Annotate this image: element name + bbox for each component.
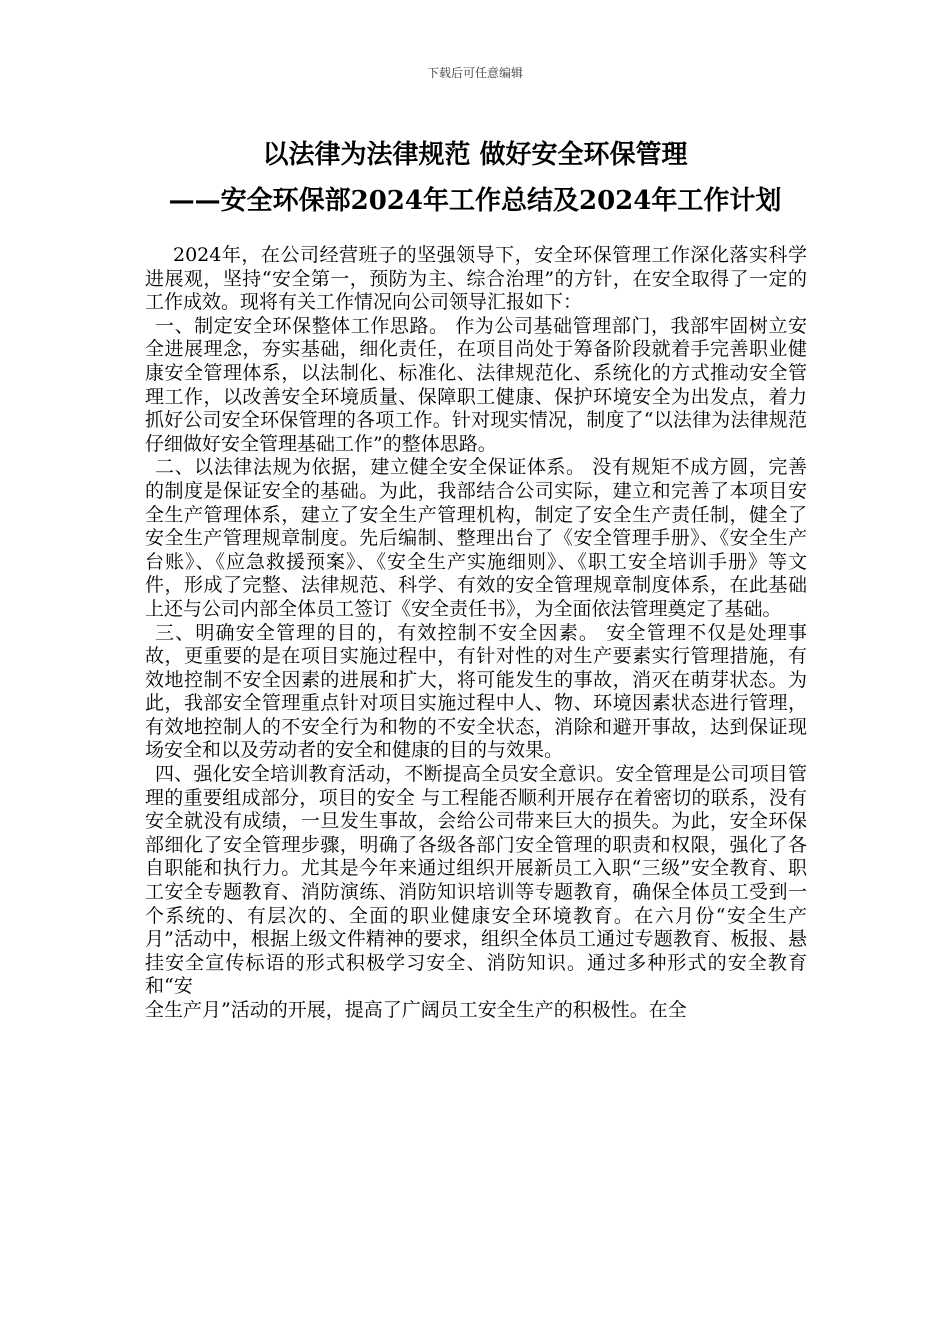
paragraph-section-3: 三、明确安全管理的目的，有效控制不安全因素。 安全管理不仅是处理事故，更重要的是在项目实施过程中，有针对性的对生产要素实行管理措施，有效地控制不安全因素的进展和扩大，将可能发生的事故，消灭在萌芽状态。为此，我部安全管理重点针对项目实施过程中人、物、环境因素状态进行管理，有效地控制人的不安全行为和物的不安全状态，消除和避开事故，达到保证现场安全和以及劳动者的安全和健康的目的与效果。 (145, 621, 807, 762)
paragraph-section-1: 一、制定安全环保整体工作思路。 作为公司基础管理部门，我部牢固树立安全进展理念，夯实基础，细化责任，在项目尚处于筹备阶段就着手完善职业健康安全管理体系，以法制化、标准化、法律规范化、系统化的方式推动安全管理工作，以改善安全环境质量、保障职工健康、保护环境安全为出发点，着力抓好公司安全环保管理的各项工作。针对现实情况，制度了“以法律为法律规范仔细做好安全管理基础工作”的整体思路。 (145, 314, 807, 455)
paragraph-intro: 2024年，在公司经营班子的坚强领导下，安全环保管理工作深化落实科学进展观，坚持“安全第一，预防为主、综合治理”的方针，在安全取得了一定的工作成效。现将有关工作情况向公司领导汇报如下： (145, 244, 807, 314)
paragraph-continuation: 全生产月”活动的开展，提高了广阔员工安全生产的积极性。在全 (145, 999, 687, 1021)
header-note: 下载后可任意编辑 (426, 66, 523, 80)
paragraph-section-4: 四、强化安全培训教育活动，不断提高全员安全意识。安全管理是公司项目管理的重要组成部分，项目的安全 与工程能否顺利开展存在着密切的联系，没有安全就没有成绩，一旦发生事故，会给公司带来巨大的损失。为此，安全环保部细化了安全管理步骤，明确了各级各部门安全管理的职责和权限，强化了各自职能和执行力。尤其是今年来通过组织开展新员工入职“三级”安全教育、职工安全专题教育、消防演练、消防知识培训等专题教育，确保全体员工受到一个系统的、有层次的、全面的职业健康安全环境教育。在六月份“安全生产月”活动中，根据上级文件精神的要求，组织全体员工通过专题教育、板报、悬挂安全宣传标语的形式积极学习安全、消防知识。通过多种形式的安全教育和“安 (145, 763, 807, 998)
document-title: 以法律为法律规范 做好安全环保管理 (262, 140, 688, 170)
document-body (145, 244, 807, 1023)
paragraph-section-2: 二、以法律法规为依据，建立健全安全保证体系。 没有规矩不成方圆，完善的制度是保证安全的基础。为此，我部结合公司实际，建立和完善了本项目安全生产管理体系，建立了安全生产管理机构，制定了安全生产责任制，健全了安全生产管理规章制度。先后编制、整理出台了《安全管理手册》、《安全生产台账》、《应急救援预案》、《安全生产实施细则》、《职工安全培训手册》等文件，形成了完整、法律规范、科学、有效的安全管理规章制度体系，在此基础上还与公司内部全体员工签订《安全责任书》，为全面依法管理奠定了基础。 (145, 456, 807, 620)
document-subtitle: ——安全环保部2024年工作总结及2024年工作计划 (168, 186, 782, 216)
title-block (0, 132, 950, 224)
